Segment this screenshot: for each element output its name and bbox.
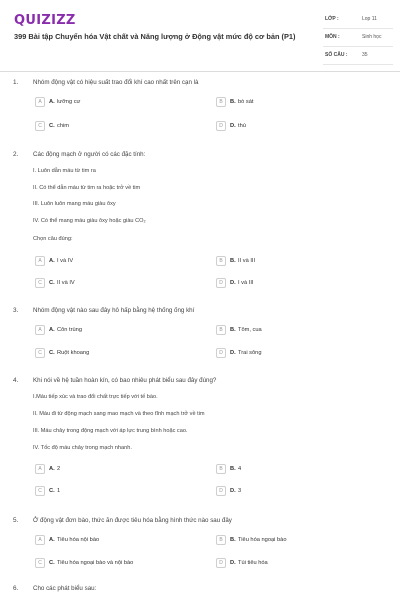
option-text: 1 xyxy=(57,488,61,494)
question-number: 4. xyxy=(13,377,19,384)
question-text: Nhóm động vật có hiệu suất trao đổi khí cao nhất trên cạn là xyxy=(33,79,199,86)
question-number: 6. xyxy=(13,585,19,592)
question-number: 2. xyxy=(13,151,19,158)
option-box: A xyxy=(35,97,45,107)
option-box: D xyxy=(216,558,226,568)
option-text: Côn trùng xyxy=(57,327,82,333)
option-text: thú xyxy=(238,123,246,129)
question-text: Nhóm động vật nào sau đây hô hấp bằng hệ thống ống khí xyxy=(33,307,195,314)
document-header xyxy=(0,0,400,72)
option-box: C xyxy=(35,121,45,131)
option-text: I và IV xyxy=(57,258,74,264)
option-letter: B. xyxy=(230,258,236,264)
option-letter: B. xyxy=(230,537,236,543)
option-text: II và IV xyxy=(57,280,75,286)
option-box: C xyxy=(35,558,45,568)
option-box: C xyxy=(35,486,45,496)
meta-value: Lop 11 xyxy=(362,16,377,22)
question-text: Ở động vật đơn bào, thức ăn được tiêu hóa bằng hình thức nào sau đây xyxy=(33,517,232,524)
option-letter: C. xyxy=(49,123,55,129)
question-text: Khi nói về hệ tuần hoàn kín, có bao nhiêu phát biểu sau đây đúng? xyxy=(33,377,217,384)
option-box: B xyxy=(216,464,226,474)
option-letter: B. xyxy=(230,99,236,105)
option-letter: A. xyxy=(49,537,55,543)
option-letter: D. xyxy=(230,560,236,566)
meta-value: Sinh học xyxy=(362,34,382,40)
quizizz-logo: QUIZIZZ xyxy=(14,13,76,28)
meta-value: 35 xyxy=(362,52,368,58)
option-letter: C. xyxy=(49,488,55,494)
option-letter: C. xyxy=(49,350,55,356)
option-letter: D. xyxy=(230,488,236,494)
option-text: II và III xyxy=(238,258,256,264)
option-box: D xyxy=(216,121,226,131)
option-text: 3 xyxy=(238,488,242,494)
question-number: 3. xyxy=(13,307,19,314)
question-number: 5. xyxy=(13,517,19,524)
option-box: D xyxy=(216,348,226,358)
option-text: I và III xyxy=(238,280,254,286)
meta-key: MÔN : xyxy=(325,34,340,40)
option-letter: D. xyxy=(230,123,236,129)
option-text: Tiêu hóa nội bào xyxy=(57,537,100,543)
option-box: B xyxy=(216,325,226,335)
question-text: Các động mạch ở người có các đặc tính: xyxy=(33,151,146,158)
option-box: C xyxy=(35,348,45,358)
document-title: 399 Bài tập Chuyển hóa Vật chất và Năng lượng ở Động vật mức độ cơ bản (P1) xyxy=(14,32,296,41)
option-text: Túi tiêu hóa xyxy=(238,560,268,566)
statement: I.Máu tiếp xúc và trao đổi chất trực tiếp với tế bào. xyxy=(33,394,158,400)
option-box: A xyxy=(35,535,45,545)
statement: III. Luôn luôn mang máu giàu ôxy xyxy=(33,201,116,207)
statement: II. Máu đi từ động mạch sang mao mạch và theo tĩnh mạch trở về tim xyxy=(33,411,205,417)
option-text: chim xyxy=(57,123,70,129)
option-letter: D. xyxy=(230,350,236,356)
option-letter: C. xyxy=(49,560,55,566)
statement: I. Luôn dẫn máu từ tim ra xyxy=(33,168,96,174)
option-text: Tiêu hóa ngoại bào xyxy=(238,537,287,543)
statement: Chọn câu đúng: xyxy=(33,236,73,242)
option-letter: B. xyxy=(230,466,236,472)
option-text: Tiêu hóa ngoại bào và nội bào xyxy=(57,560,134,566)
question-text: Cho các phát biểu sau: xyxy=(33,585,97,592)
meta-table xyxy=(323,11,393,65)
option-letter: D. xyxy=(230,280,236,286)
option-box: A xyxy=(35,325,45,335)
option-letter: A. xyxy=(49,466,55,472)
option-text: bò sát xyxy=(238,99,254,105)
option-text: Trai sông xyxy=(238,350,262,356)
option-box: A xyxy=(35,256,45,266)
option-box: D xyxy=(216,278,226,288)
question-number: 1. xyxy=(13,79,19,86)
option-text: Ruột khoang xyxy=(57,350,90,356)
option-box: C xyxy=(35,278,45,288)
option-text: 2 xyxy=(57,466,61,472)
option-text: lưỡng cư xyxy=(57,99,81,105)
meta-key: SỐ CÂU : xyxy=(325,52,348,58)
option-box: B xyxy=(216,535,226,545)
option-letter: C. xyxy=(49,280,55,286)
option-text: 4 xyxy=(238,466,242,472)
meta-row-count xyxy=(323,47,393,65)
statement: III. Máu chảy trong động mạch với áp lực trung bình hoặc cao. xyxy=(33,428,188,434)
meta-row-grade xyxy=(323,11,393,29)
option-box: D xyxy=(216,486,226,496)
option-letter: A. xyxy=(49,258,55,264)
statement: IV. Tốc độ máu chảy trong mạch nhanh. xyxy=(33,445,132,451)
option-letter: A. xyxy=(49,327,55,333)
option-text: Tôm, cua xyxy=(238,327,262,333)
option-box: A xyxy=(35,464,45,474)
meta-row-subject xyxy=(323,29,393,47)
statement: II. Có thể dẫn máu từ tim ra hoặc trở về tim xyxy=(33,185,141,191)
option-letter: A. xyxy=(49,99,55,105)
meta-key: LỚP : xyxy=(325,16,339,22)
option-box: B xyxy=(216,97,226,107)
header-divider xyxy=(0,71,400,72)
option-box: B xyxy=(216,256,226,266)
statement: IV. Có thể mang máu giàu ôxy hoặc giàu CO₂ xyxy=(33,218,146,224)
option-letter: B. xyxy=(230,327,236,333)
